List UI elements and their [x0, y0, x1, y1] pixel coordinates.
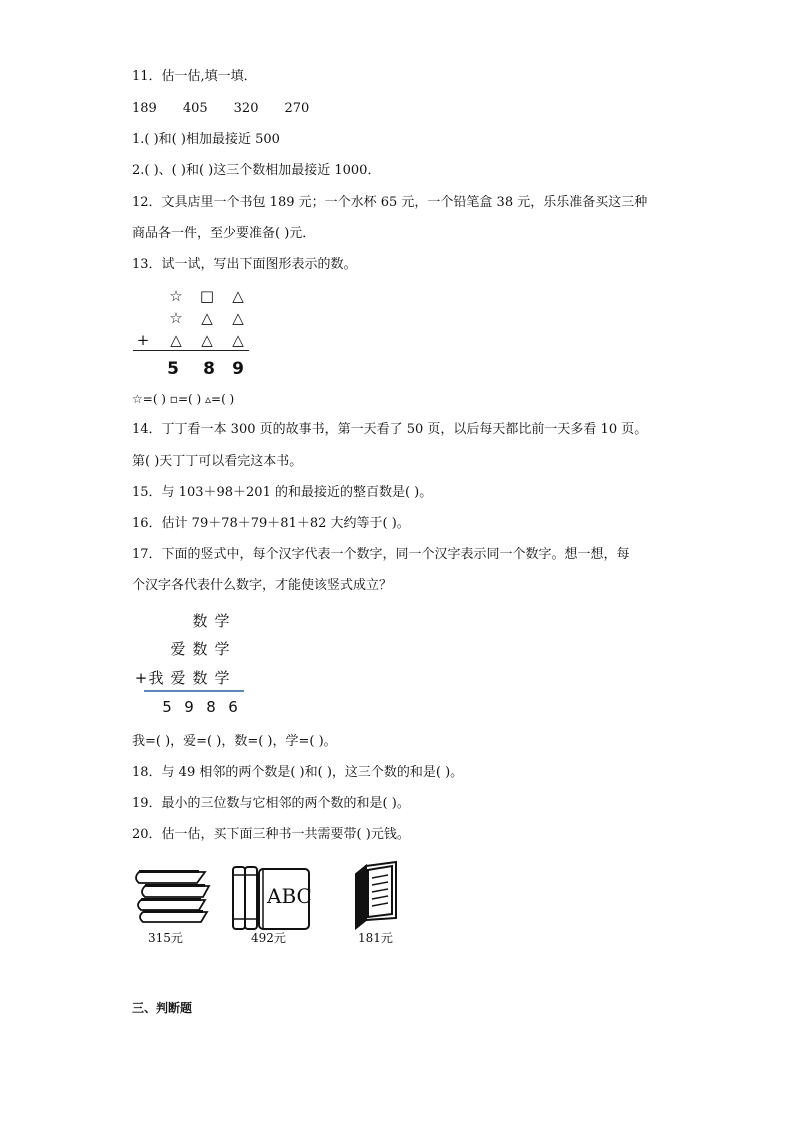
q17-result-8: 8 [206, 698, 216, 716]
q13-result-8: 8 [203, 359, 215, 379]
q13-r3-triangle-b: △ [201, 331, 213, 349]
open-book-icon [352, 860, 400, 930]
q17-r2-shu: 数 [192, 640, 208, 658]
abc-books-illustration [231, 861, 313, 931]
q11-number-2: 405 [182, 101, 208, 116]
abc-books-icon [231, 861, 313, 931]
q17-result-6: 6 [228, 698, 238, 716]
q13-r3-triangle-a: △ [170, 331, 182, 349]
q17-sum-line [144, 690, 244, 692]
q17-r3-ai: 爱 [170, 669, 186, 687]
q11-line1: 1.( )和( )相加最接近 500 [132, 132, 280, 147]
q17-r1-shu: 数 [192, 612, 208, 630]
q11-number-3: 320 [233, 101, 259, 116]
q13-result-9: 9 [232, 359, 244, 379]
open-book-illustration [352, 860, 400, 930]
q17-line1: 17．下面的竖式中，每个汉字代表一个数字，同一个汉字表示同一个数字。想一想，每 [132, 547, 630, 562]
stacked-books-icon [133, 862, 213, 930]
q17-r3-shu: 数 [192, 669, 208, 687]
q12-line2: 商品各一件，至少要准备( )元． [132, 226, 316, 241]
q11-number-4: 270 [284, 101, 310, 116]
q14-line2: 第( )天丁丁可以看完这本书。 [132, 454, 303, 469]
q13-r2-triangle-a: △ [201, 309, 213, 327]
q15-line: 15．与 103＋98＋201 的和最接近的整百数是( )。 [132, 485, 433, 500]
q11-number-1: 189 [132, 101, 157, 116]
q12-line1: 12．文具店里一个书包 189 元；一个水杯 65 元，一个铅笔盒 38 元，乐乐准备买这三种 [132, 195, 648, 210]
q13-r1-square: □ [199, 287, 215, 305]
q13-answer: ☆=( ) ▫=( ) ▵=( ) [132, 392, 235, 406]
q17-result-5: 5 [162, 698, 172, 716]
q19-line: 19．最小的三位数与它相邻的两个数的和是( )。 [132, 796, 410, 811]
q14-line1: 14．丁丁看一本 300 页的故事书，第一天看了 50 页，以后每天都比前一天多看 10 页。 [132, 422, 648, 437]
q17-r3-xue: 学 [214, 669, 230, 687]
q17-line2: 个汉字各代表什么数字，才能使该竖式成立？ [132, 578, 393, 593]
q13-sum-line [133, 350, 249, 351]
book2-price: 492元 [251, 931, 286, 945]
q13-title: 13．试一试，写出下面图形表示的数。 [132, 257, 357, 272]
q16-line: 16．估计 79＋78＋79＋81＋82 大约等于( )。 [132, 516, 410, 531]
q13-plus-sign: + [136, 331, 150, 349]
q13-r3-triangle-c: △ [232, 331, 244, 349]
q17-r1-xue: 学 [214, 612, 230, 630]
q13-result-5: 5 [167, 359, 179, 379]
q17-result-9: 9 [184, 698, 194, 716]
q17-r3-wo: 我 [148, 669, 164, 687]
q13-r1-triangle: △ [232, 287, 244, 305]
q20-line: 20．估一估，买下面三种书一共需要带( )元钱。 [132, 827, 410, 842]
book1-price: 315元 [148, 931, 183, 945]
section3-title: 三、判断题 [132, 1001, 193, 1015]
q11-numbers [132, 100, 335, 118]
q17-answer: 我=( )，爱=( )，数=( )，学=( )。 [132, 734, 337, 749]
q17-plus-sign: + [134, 669, 148, 687]
book3-price: 181元 [358, 931, 393, 945]
q13-r2-star: ☆ [169, 309, 183, 327]
abc-cover-text: ABC [267, 884, 312, 908]
q18-line: 18．与 49 相邻的两个数是( )和( )，这三个数的和是( )。 [132, 765, 464, 780]
q17-r2-ai: 爱 [170, 640, 186, 658]
q13-r1-star: ☆ [169, 287, 183, 305]
book-stack-illustration [133, 862, 213, 930]
q17-r2-xue: 学 [214, 640, 230, 658]
q11-line2: 2.( )、( )和( )这三个数相加最接近 1000． [132, 163, 381, 178]
q13-r2-triangle-b: △ [232, 309, 244, 327]
q11-title: 11．估一估,填一填． [132, 69, 257, 84]
